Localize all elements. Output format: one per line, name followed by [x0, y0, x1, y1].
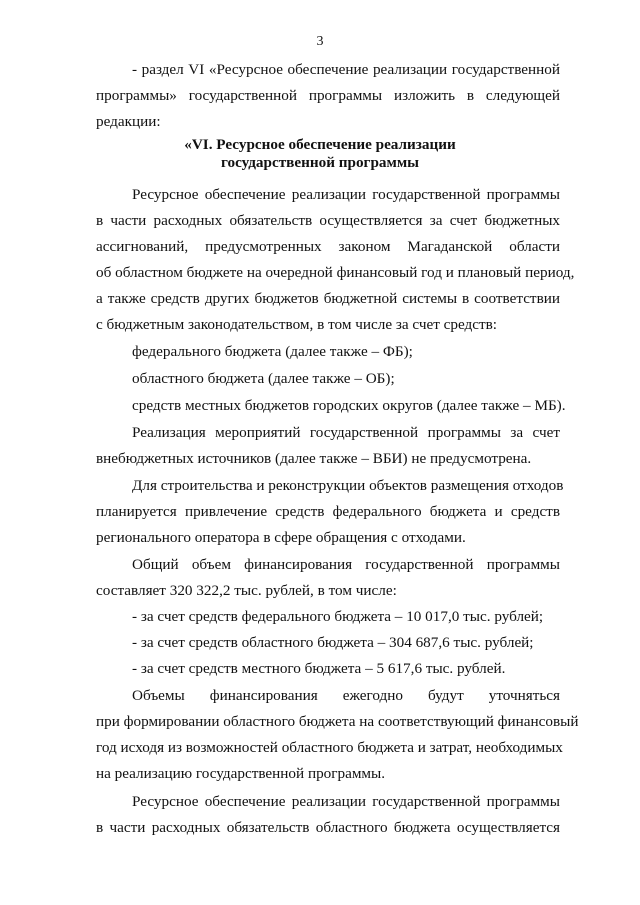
paragraph-1-line: а также средств других бюджетов бюджетной системы в соответствии: [96, 290, 560, 307]
paragraph-1-line: в части расходных обязательств осуществляется за счет бюджетных: [96, 212, 560, 229]
paragraph-4-line: составляет 320 322,2 тыс. рублей, в том числе:: [96, 582, 397, 599]
paragraph-3-line: планируется привлечение средств федерального бюджета и средств: [96, 503, 560, 520]
paragraph-5-line: при формировании областного бюджета на соответствующий финансовый: [96, 713, 579, 730]
source-item-ob: областного бюджета (далее также – ОБ);: [132, 370, 395, 387]
section-heading-line-2: государственной программы: [220, 154, 420, 171]
paragraph-4-line: Общий объем финансирования государственной программы: [132, 556, 560, 573]
funding-item-federal: - за счет средств федерального бюджета – 10 017,0 тыс. рублей;: [132, 608, 544, 625]
paragraph-5-line: год исходя из возможностей областного бюджета и затрат, необходимых: [96, 739, 563, 756]
paragraph-1-line: ассигнований, предусмотренных законом Магаданской области: [96, 238, 560, 255]
paragraph-2-line: Реализация мероприятий государственной программы за счет: [132, 424, 560, 441]
intro-line-3: редакции:: [96, 113, 161, 130]
paragraph-3-line: регионального оператора в сфере обращения с отходами.: [96, 529, 466, 546]
paragraph-5-line: на реализацию государственной программы.: [96, 765, 386, 782]
paragraph-5-line: Объемы финансирования ежегодно будут уточняться: [132, 687, 560, 704]
page-number: 3: [316, 34, 324, 49]
paragraph-6-line: в части расходных обязательств областного бюджета осуществляется: [96, 819, 560, 836]
source-item-mb: средств местных бюджетов городских округов (далее также – МБ).: [132, 397, 566, 414]
funding-item-regional: - за счет средств областного бюджета – 304 687,6 тыс. рублей;: [132, 634, 534, 651]
paragraph-3-line: Для строительства и реконструкции объектов размещения отходов: [132, 477, 564, 494]
section-heading-line-1: «VI. Ресурсное обеспечение реализации: [184, 136, 456, 153]
paragraph-1-line: Ресурсное обеспечение реализации государственной программы: [132, 186, 560, 203]
funding-item-local: - за счет средств местного бюджета – 5 617,6 тыс. рублей.: [132, 660, 506, 677]
intro-line-2: программы» государственной программы изложить в следующей: [96, 87, 560, 104]
paragraph-1-line: об областном бюджете на очередной финансовый год и плановый период,: [96, 264, 575, 281]
intro-line-1: - раздел VI «Ресурсное обеспечение реализации государственной: [132, 61, 560, 78]
paragraph-6-line: Ресурсное обеспечение реализации государственной программы: [132, 793, 560, 810]
source-item-fb: федерального бюджета (далее также – ФБ);: [132, 343, 413, 360]
paragraph-2-line: внебюджетных источников (далее также – ВБИ) не предусмотрена.: [96, 450, 532, 467]
paragraph-1-line: с бюджетным законодательством, в том числе за счет средств:: [96, 316, 498, 333]
